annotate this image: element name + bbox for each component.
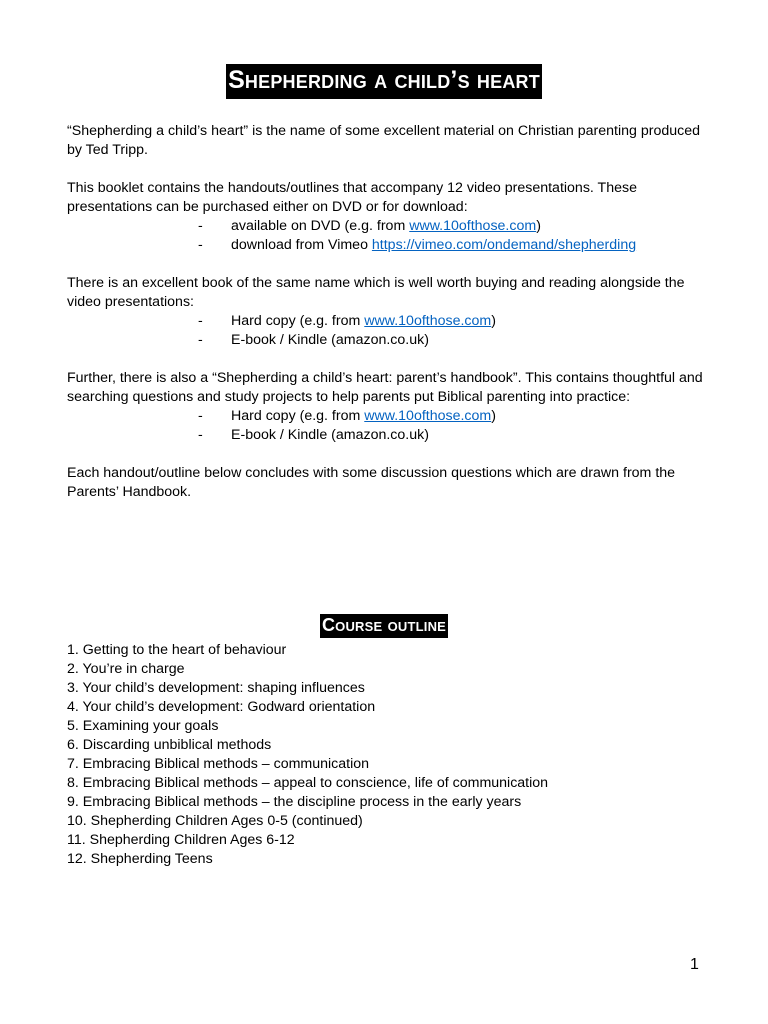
- list-item: 6. Discarding unbiblical methods: [67, 737, 272, 753]
- list-item-text: available on DVD (e.g. from: [231, 218, 410, 234]
- list-dash: -: [198, 408, 203, 424]
- list-item: 5. Examining your goals: [67, 718, 219, 734]
- intro-paragraph: “Shepherding a child’s heart” is the name of some excellent material on Christian parenting produced by Ted Tripp.: [67, 123, 701, 158]
- list-item: 3. Your child’s development: shaping influences: [67, 680, 365, 696]
- page-title: Shepherding a child’s heart: [226, 64, 542, 99]
- vimeo-link[interactable]: https://vimeo.com/ondemand/shepherding: [371, 237, 637, 253]
- list-item: [67, 331, 707, 350]
- course-heading-block: [0, 614, 768, 638]
- list-item-text: E-book / Kindle (amazon.co.uk): [231, 332, 429, 348]
- list-item: 4. Your child’s development: Godward orientation: [67, 699, 376, 715]
- list-item-suffix: ): [491, 408, 496, 424]
- booklet-list: [67, 217, 707, 255]
- course-outline-heading: Course outline: [320, 614, 448, 638]
- list-item: [67, 217, 707, 236]
- list-item: 8. Embracing Biblical methods – appeal to conscience, life of communication: [67, 775, 549, 791]
- list-item-text: Hard copy (e.g. from: [231, 313, 365, 329]
- handbook-list: [67, 407, 707, 445]
- list-item: [67, 236, 707, 255]
- list-item: 9. Embracing Biblical methods – the discipline process in the early years: [67, 794, 522, 810]
- list-item: 2. You’re in charge: [67, 661, 185, 677]
- list-item: 12. Shepherding Teens: [67, 851, 213, 867]
- list-item: 7. Embracing Biblical methods – communication: [67, 756, 370, 772]
- booklet-paragraph: This booklet contains the handouts/outlines that accompany 12 video presentations. These presentations can be purchased either on DVD or for download:: [67, 180, 637, 215]
- closing-paragraph: Each handout/outline below concludes with some discussion questions which are drawn from the Parents’ Handbook.: [67, 465, 676, 500]
- book-paragraph: There is an excellent book of the same name which is well worth buying and reading alongside the video presentations:: [67, 275, 685, 310]
- tenofthose-link[interactable]: www.10ofthose.com: [364, 313, 492, 329]
- list-item: [67, 426, 707, 445]
- list-item: 1. Getting to the heart of behaviour: [67, 642, 287, 658]
- title-block: [0, 64, 768, 99]
- tenofthose-link[interactable]: www.10ofthose.com: [364, 408, 492, 424]
- handbook-paragraph: Further, there is also a “Shepherding a child’s heart: parent’s handbook”. This contains thoughtful and searching questions and study projects to help parents put Biblical parenting into practice:: [67, 370, 703, 405]
- list-item-suffix: ): [536, 218, 541, 234]
- list-item: [67, 407, 707, 426]
- page-number: 1: [690, 956, 699, 973]
- list-item-text: Hard copy (e.g. from: [231, 408, 365, 424]
- course-outline-list: [67, 641, 707, 869]
- list-dash: -: [198, 237, 203, 253]
- list-dash: -: [198, 218, 203, 234]
- list-dash: -: [198, 427, 203, 443]
- body-section: [67, 122, 707, 521]
- tenofthose-link[interactable]: www.10ofthose.com: [409, 218, 537, 234]
- book-list: [67, 312, 707, 350]
- list-dash: -: [198, 313, 203, 329]
- list-item-text: download from Vimeo: [231, 237, 372, 253]
- list-item: 11. Shepherding Children Ages 6-12: [67, 832, 295, 848]
- list-item: 10. Shepherding Children Ages 0-5 (continued): [67, 813, 363, 829]
- list-item-suffix: ): [491, 313, 496, 329]
- list-item-text: E-book / Kindle (amazon.co.uk): [231, 427, 429, 443]
- list-item: [67, 312, 707, 331]
- list-dash: -: [198, 332, 203, 348]
